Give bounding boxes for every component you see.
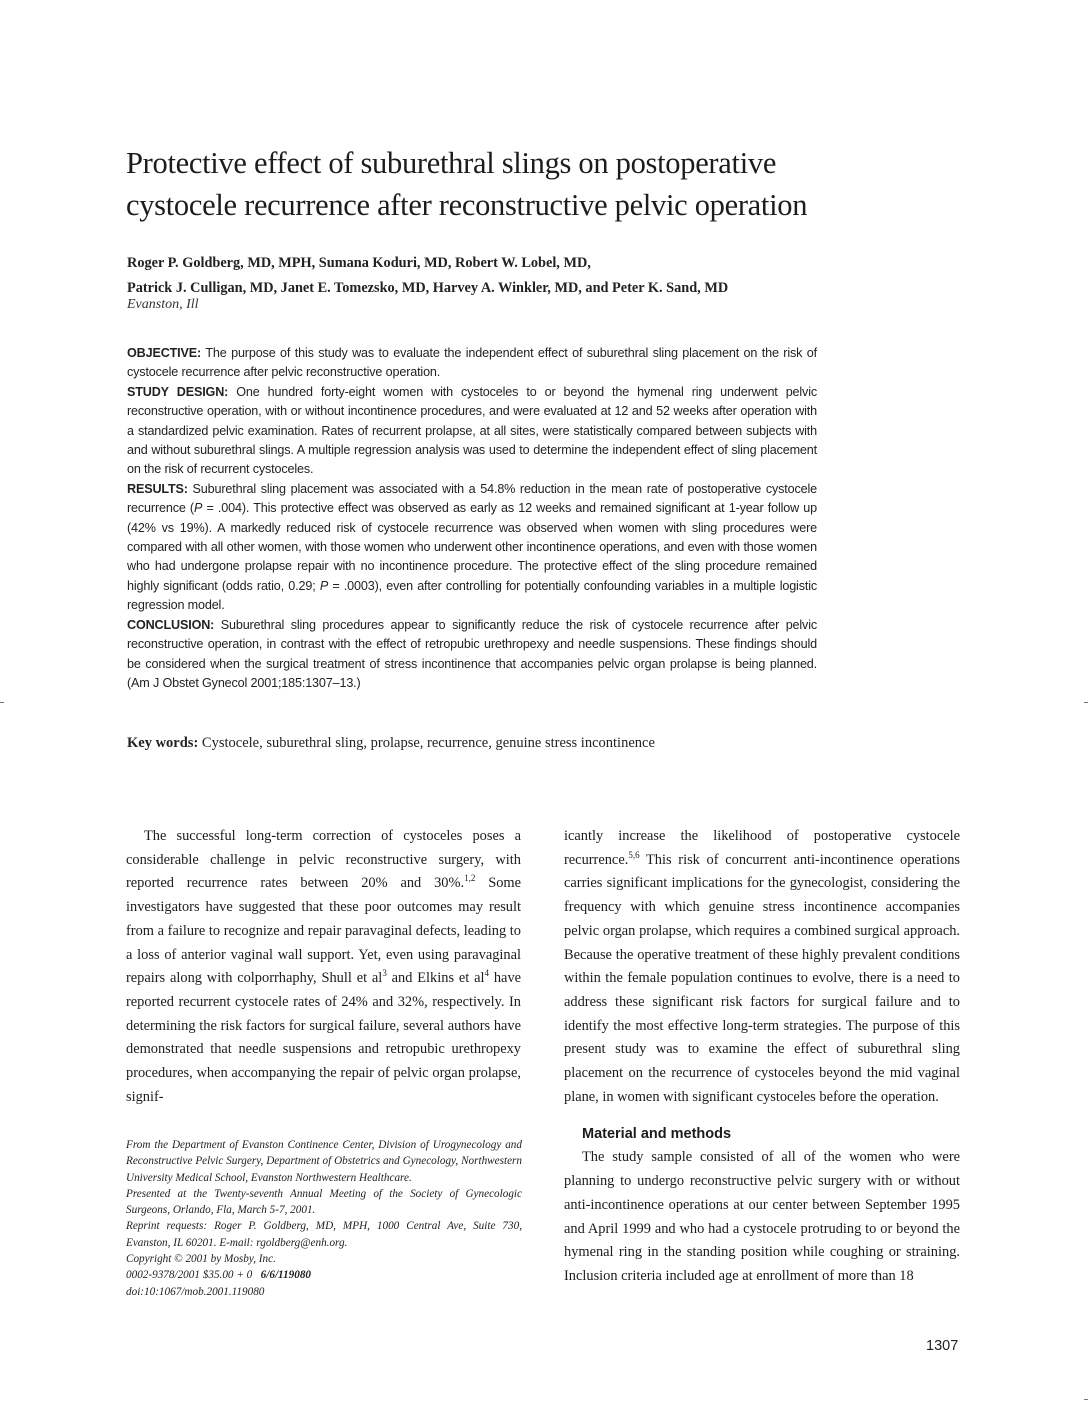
crop-mark-left bbox=[0, 702, 4, 703]
authors-line-2: Patrick J. Culligan, MD, Janet E. Tomezsko, MD, Harvey A. Winkler, MD, and Peter K. Sand, MD bbox=[127, 280, 729, 296]
authors-line-1: Roger P. Goldberg, MD, MPH, Sumana Koduri, MD, Robert W. Lobel, MD, bbox=[127, 255, 591, 271]
intro-paragraph-continued bbox=[564, 825, 960, 1109]
conclusion-text: Suburethral sling procedures appear to significantly reduce the risk of cystocele recurrence after pelvic reconstructive operation, in contrast with the effect of retropubic urethropexy and needle suspensions. These findings should be considered when the surgical treatment of stress incontinence that accompanies pelvic organ prolapse is being planned. (Am J Obstet Gynecol 2001;185:1307–13.) bbox=[127, 617, 817, 690]
citation-ref[interactable]: 1,2 bbox=[464, 873, 476, 884]
body-text: and Elkins et al bbox=[386, 970, 485, 987]
p-value-symbol: P bbox=[319, 578, 329, 593]
abstract-results bbox=[127, 480, 817, 616]
conclusion-label: CONCLUSION: bbox=[127, 617, 215, 632]
crop-mark-bottom bbox=[1084, 1399, 1088, 1400]
footnote-reprint: Reprint requests: Roger P. Goldberg, MD, MPH, 1000 Central Ave, Suite 730, Evanston, IL 60201. E-mail: rgoldberg@enh.org. bbox=[126, 1220, 522, 1249]
results-label: RESULTS: bbox=[127, 481, 188, 496]
objective-label: OBJECTIVE: bbox=[127, 346, 202, 360]
body-column-left bbox=[126, 825, 521, 1109]
abstract-conclusion bbox=[127, 616, 817, 694]
title-line-1: Protective effect of suburethral slings on postoperative bbox=[126, 146, 777, 180]
p-value-symbol: P bbox=[193, 501, 203, 516]
body-text: icantly increase the likelihood of postoperative cystocele recurrence. bbox=[564, 828, 960, 868]
citation-ref[interactable]: 3 bbox=[382, 968, 387, 979]
footnote bbox=[126, 1137, 522, 1300]
citation-ref[interactable]: 4 bbox=[484, 968, 490, 979]
body-text: Some investigators have suggested that these poor outcomes may result from a failure to recognize and repair paravaginal defects, leading to a loss of anterior vaginal wall support. Yet, even using paravaginal repairs along with colporrhaphy, Shull et al bbox=[126, 875, 521, 987]
study-design-label: STUDY DESIGN: bbox=[127, 384, 229, 399]
issn-code: 6/6/119080 bbox=[260, 1269, 312, 1282]
body-text: This risk of concurrent anti-incontinence operations carries significant implications for the gynecologist, considering the frequency with which genuine stress incontinence accompanies pelvic organ prolapse, which requires a combined surgical approach. Because the operative treatment of these highly prevalent conditions within the female population continues to evolve, there is a need to address these significant risk factors for surgical failure and to identify the most effective long-term strategies. The purpose of this present study was to examine the effect of suburethral sling placement on the recurrence of cystoceles beyond the mid vaginal plane, in women with significant cystoceles before the operation. bbox=[564, 851, 960, 1105]
abstract-objective bbox=[127, 344, 817, 383]
title-line-2: cystocele recurrence after reconstructive pelvic operation bbox=[126, 188, 808, 222]
body-column-right bbox=[564, 825, 960, 1289]
keywords-text: Cystocele, suburethral sling, prolapse, recurrence, genuine stress incontinence bbox=[198, 735, 655, 751]
author-list bbox=[127, 251, 947, 301]
intro-paragraph bbox=[126, 825, 521, 1109]
footnote-presented: Presented at the Twenty-seventh Annual Meeting of the Society of Gynecologic Surgeons, Orlando, Fla, March 5-7, 2001. bbox=[126, 1187, 522, 1217]
issn-text: 0002-9378/2001 $35.00 + 0 bbox=[126, 1269, 261, 1282]
page-number: 1307 bbox=[926, 1338, 959, 1354]
article-title bbox=[126, 142, 926, 226]
crop-mark-right bbox=[1084, 702, 1088, 703]
citation-ref[interactable]: 5,6 bbox=[628, 849, 640, 860]
results-text: = .004). This protective effect was observed as early as 12 weeks and remained significant at 1-year follow up (42% vs 19%). A markedly reduced risk of cystocele recurrence was observed when women with sling procedures were compared with all other women, with those women who underwent other incontinence operations, and even with those women who had undergone prolapse repair with no incontinence procedure. The protective effect of the sling procedure remained highly significant (odds ratio, 0.29; bbox=[127, 501, 817, 593]
body-text: have reported recurrent cystocele rates of 24% and 32%, respectively. In determining the risk factors for surgical failure, several authors have demonstrated that needle suspensions and retropubic urethropexy procedures, when accompanying the repair of pelvic organ prolapse, signif- bbox=[126, 970, 522, 1105]
abstract-study-design bbox=[127, 383, 817, 480]
methods-paragraph: The study sample consisted of all of the women who were planning to undergo reconstructive pelvic surgery with or without anti-incontinence operations at our center between September 1995 and April 1999 and who had a cystocele protruding to or beyond the hymenal ring in the standing position while coughing or straining. Inclusion criteria included age at enrollment of more than 18 bbox=[564, 1149, 960, 1284]
body-text: The successful long-term correction of cystoceles poses a considerable challenge in pelvic reconstructive surgery, with reported recurrence rates between 20% and 30%. bbox=[126, 828, 521, 892]
author-location: Evanston, Ill bbox=[127, 297, 199, 312]
footnote-copyright: Copyright © 2001 by Mosby, Inc. bbox=[126, 1253, 276, 1266]
keywords-label: Key words: bbox=[127, 735, 199, 751]
results-text: Suburethral sling placement was associated with a 54.8% reduction in the mean rate of postoperative cystocele recurrence ( bbox=[127, 481, 817, 516]
footnote-doi: doi:10:1067/mob.2001.119080 bbox=[126, 1285, 265, 1298]
study-design-text: One hundred forty-eight women with cystoceles to or beyond the hymenal ring underwent pelvic reconstructive operation, with or without incontinence procedures, and were evaluated at 12 and 52 weeks after operation with a standardized pelvic examination. Rates of recurrent prolapse, at all sites, were statistically compared between subjects with and without suburethral slings. A multiple regression analysis was used to determine the independent effect of sling placement on the risk of recurrent cystoceles. bbox=[127, 384, 817, 477]
results-text: = .0003), even after controlling for potentially confounding variables in a multiple logistic regression model. bbox=[127, 578, 817, 613]
abstract bbox=[127, 344, 817, 693]
objective-text: The purpose of this study was to evaluate the independent effect of suburethral sling placement on the risk of cystocele recurrence after pelvic reconstructive operation. bbox=[127, 346, 817, 380]
keywords bbox=[127, 735, 827, 752]
footnote-affiliation: From the Department of Evanston Continence Center, Division of Urogynecology and Reconstructive Pelvic Surgery, Department of Obstetrics and Gynecology, Northwestern University Medical School, Evanston Northwestern Healthcare. bbox=[126, 1139, 522, 1184]
footnote-issn bbox=[126, 1267, 522, 1283]
section-heading-methods: Material and methods bbox=[582, 1126, 732, 1143]
